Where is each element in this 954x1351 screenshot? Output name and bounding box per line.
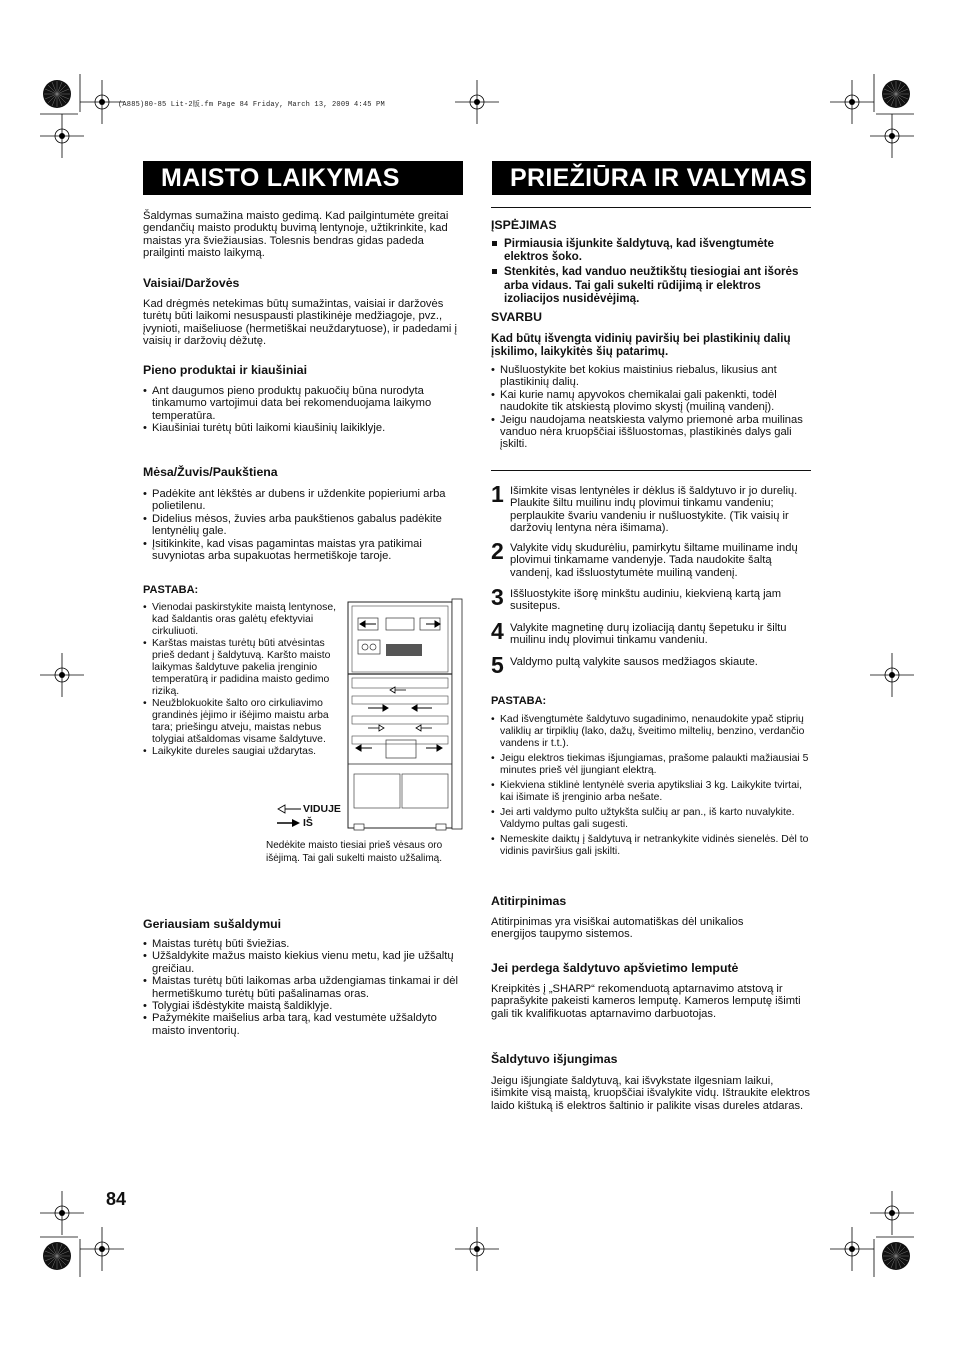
list-item: • Jeigu elektros tiekimas išjungiamas, prašome palaukti mažiausiai 5 minutes prieš vėl įjungiant elektrą. <box>491 753 811 777</box>
list-item: • Kad išvengtumėte šaldytuvo sugadinimo, nenaudokite ypač stiprių valiklių ar tirpiklių (lako, dažų, šveitimo miltelių, benzino, verdančio vandens ir t.t.). <box>491 714 811 750</box>
step-2 <box>491 538 811 582</box>
list-item: • Jei arti valdymo pulto užtykšta sulčių ar pan., iš karto nuvalykite. Valdymo pultas gali sugesti. <box>491 807 811 831</box>
list-item: • Jeigu naudojama neatskiesta valymo priemonė arba muilinas vanduo nėra kruopščiai iššluostomas, plastikinės dalys gali įskilti. <box>491 414 811 451</box>
list-item: • Karštas maistas turėtų būti atvėsintas prieš dedant į šaldytuvą. Karšto maisto laikymas šaldytuve pakelia įrenginio temperatūrą ir padidina maisto gedimo riziką. <box>143 638 340 698</box>
list-item: • Kiaušiniai turėtų būti laikomi kiaušinių laikiklyje. <box>143 422 463 434</box>
list-item: • Pažymėkite maišelius arba tarą, kad vestumėte užšaldyto maisto inventorių. <box>143 1012 463 1037</box>
warning-list <box>491 237 811 307</box>
defrost-title: Atitirpinimas <box>491 894 567 908</box>
list-item: • Įsitikinkite, kad visas pagamintas maistas yra patikimai suvyniotas arba supakuotas hermetiškoje taroje. <box>143 538 463 563</box>
legend-out-label: IŠ <box>303 817 313 829</box>
freeze-list <box>143 938 463 1037</box>
left-intro: Šaldymas sumažina maisto gedimą. Kad pailgintumėte greitai gendančių maisto produktų buvimą lentynoje, užtikrinkite, kad maistas yra šviežiausias. Tolesnis bendras gidas padeda prailginti maisto laikymą. <box>143 210 449 260</box>
step-text: Iššluostykite išorę minkštu audiniu, kiekvieną kartą jam susitepus. <box>510 588 782 613</box>
step-number: 5 <box>491 652 504 678</box>
step-4 <box>491 618 811 650</box>
important-lead: Kad būtų išvengta vidinių paviršių bei plastikinių dalių įskilimo, laikykitės šių patarimų. <box>491 332 791 358</box>
step-number: 1 <box>491 481 504 507</box>
legend-in-label: VIDUJE <box>303 803 341 815</box>
meat-title: Mėsa/Žuvis/Paukštiena <box>143 465 278 479</box>
step-number: 3 <box>491 584 504 610</box>
list-item: • Didelius mėsos, žuvies arba paukštienos gabalus padėkite lentynėlių gale. <box>143 513 463 538</box>
step-text: Išimkite visas lentynėles ir dėklus iš šaldytuvo ir jo durelių. Plaukite šiltu muilinu indų plovimui tinkamu vandeniu; perplaukite švariu vandeniu ir nušluostykite. (Tik vaisių ir daržovių lentyna nėra išimama). <box>510 485 798 535</box>
step-number: 2 <box>491 538 504 564</box>
list-item: • Laikykite dureles saugiai uždarytas. <box>143 746 340 758</box>
off-title: Šaldytuvo išjungimas <box>491 1052 618 1066</box>
step-1 <box>491 481 811 535</box>
list-item: • Tolygiai išdėstykite maistą šaldiklyje. <box>143 1000 463 1012</box>
step-5 <box>491 652 811 678</box>
fridge-caption: Nedėkite maisto tiesiai prieš vėsaus oro išėjimą. Tai gali sukelti maisto užšalimą. <box>266 840 443 864</box>
list-item: Pirmiausia išjunkite šaldytuvą, kad išvengtumėte elektros šoko. <box>491 237 811 263</box>
list-item: • Maistas turėtų būti šviežias. <box>143 938 463 950</box>
legend-out-arrow-icon <box>277 817 301 829</box>
veg-title: Vaisiai/Daržovės <box>143 276 240 290</box>
list-item: • Padėkite ant lėkštės ar dubens ir uždenkite popieriumi arba polietilenu. <box>143 488 463 513</box>
list-item: • Maistas turėtų būti laikomas arba uždengiamas tinkamai ir dėl hermetiškumo turėtų būti pašalinamas oras. <box>143 975 463 1000</box>
right-note-list <box>491 714 811 858</box>
dairy-list <box>143 385 463 435</box>
right-title: PRIEŽIŪRA IR VALYMAS <box>492 161 811 195</box>
defrost-text: Atitirpinimas yra visiškai automatiškas dėl unikalios energijos taupymo sistemos. <box>491 916 744 941</box>
left-note-label: PASTABA: <box>143 584 199 596</box>
list-item: • Ant daugumos pieno produktų pakuočių būna nurodyta tinkamumo vartojimui data bei rekomenduojama laikymo temperatūra. <box>143 385 463 422</box>
file-header: (A885)80-85 Lit-2版.fm Page 84 Friday, March 13, 2009 4:45 PM <box>118 101 385 109</box>
left-title: MAISTO LAIKYMAS <box>143 161 463 195</box>
lamp-title: Jei perdega šaldytuvo apšvietimo lemputė <box>491 961 739 975</box>
list-item: • Kai kurie namų apyvokos chemikalai gali pakenkti, todėl naudokite tik atskiestą plovimo skystį (muiliną vandenį). <box>491 389 811 414</box>
important-list <box>491 364 811 451</box>
lamp-text: Kreipkitės į „SHARP“ rekomenduotą aptarnavimo atstovą ir paprašykite pakeisti kameros lemputę. Kameros lemputę išimti gali tik kvalifikuotas aptarnavimo darbuotojas. <box>491 983 801 1020</box>
dairy-title: Pieno produktai ir kiaušiniai <box>143 363 307 377</box>
list-item: • Užšaldykite mažus maisto kiekius vienu metu, kad jie užšaltų greičiau. <box>143 950 463 975</box>
fridge-illustration <box>346 598 464 832</box>
title-divider <box>491 207 811 208</box>
step-text: Valykite magnetinę durų izoliaciją dantų šepetuku ir šiltu muilinu indų plovimui tinkamu vandeniu. <box>510 622 787 647</box>
off-text: Jeigu išjungiate šaldytuvą, kai išvykstate ilgesniam laikui, išimkite visą maistą, kruopščiai išvalykite vidų. Ištraukite elektros laido kištuką iš elektros šaltinio ir palikite visas dureles atdaras. <box>491 1075 810 1112</box>
step-3 <box>491 584 811 616</box>
list-item: Stenkitės, kad vanduo neužtikštų tiesiogiai ant išorės arba vidaus. Tai gali sukelti rūdijimą ir elektros izoliacijos nusidėvėjimą. <box>491 265 811 305</box>
veg-text: Kad drėgmės netekimas būtų sumažintas, vaisiai ir daržovės turėtų būti laikomi nesuspausti plastikinėje medžiagoje, pvz., įvynioti, maišeliuose (hermetiškai neuždarytuose), ir padedami į vaisių ir daržovių dėžutę. <box>143 298 458 348</box>
step-text: Valykite vidų skudurėliu, pamirkytu šiltame muiliname indų plovimui tinkamame vandenyje. Tada naudokite šaltą vandenį, kad išsluostytumėte muiliną vandenį. <box>510 542 798 579</box>
freeze-title: Geriausiam sušaldymui <box>143 917 282 931</box>
list-item: • Neužblokuokite šalto oro cirkuliavimo grandinės įėjimo ir išėjimo maistu arba tara; priešingu atveju, maistas nebus tolygiai atšaldomas visame šaldytuve. <box>143 698 340 746</box>
step-text: Valdymo pultą valykite sausos medžiagos skiaute. <box>510 656 758 668</box>
list-item: • Nemeskite daiktų į šaldytuvą ir netrankykite vidinės sienelės. Dėl to vidinis paviršius gali įskilti. <box>491 834 811 858</box>
warning-title: ĮSPĖJIMAS <box>491 218 557 232</box>
legend-in-arrow-icon <box>277 803 301 815</box>
list-item: • Kiekviena stiklinė lentynėlė sveria apytiksliai 3 kg. Laikykite tvirtai, kai išimate iš įrenginio arba nešate. <box>491 780 811 804</box>
left-note-list <box>143 602 340 758</box>
step-number: 4 <box>491 618 504 644</box>
right-note-label: PASTABA: <box>491 695 547 707</box>
page-number: 84 <box>106 1189 127 1209</box>
steps-divider <box>491 470 811 471</box>
list-item: • Nušluostykite bet kokius maistinius riebalus, likusius ant plastikinių dalių. <box>491 364 811 389</box>
important-title: SVARBU <box>491 310 543 324</box>
meat-list <box>143 488 463 562</box>
list-item: • Vienodai paskirstykite maistą lentynose, kad šaldantis oras galėtų efektyviai cirkuliuoti. <box>143 602 340 638</box>
